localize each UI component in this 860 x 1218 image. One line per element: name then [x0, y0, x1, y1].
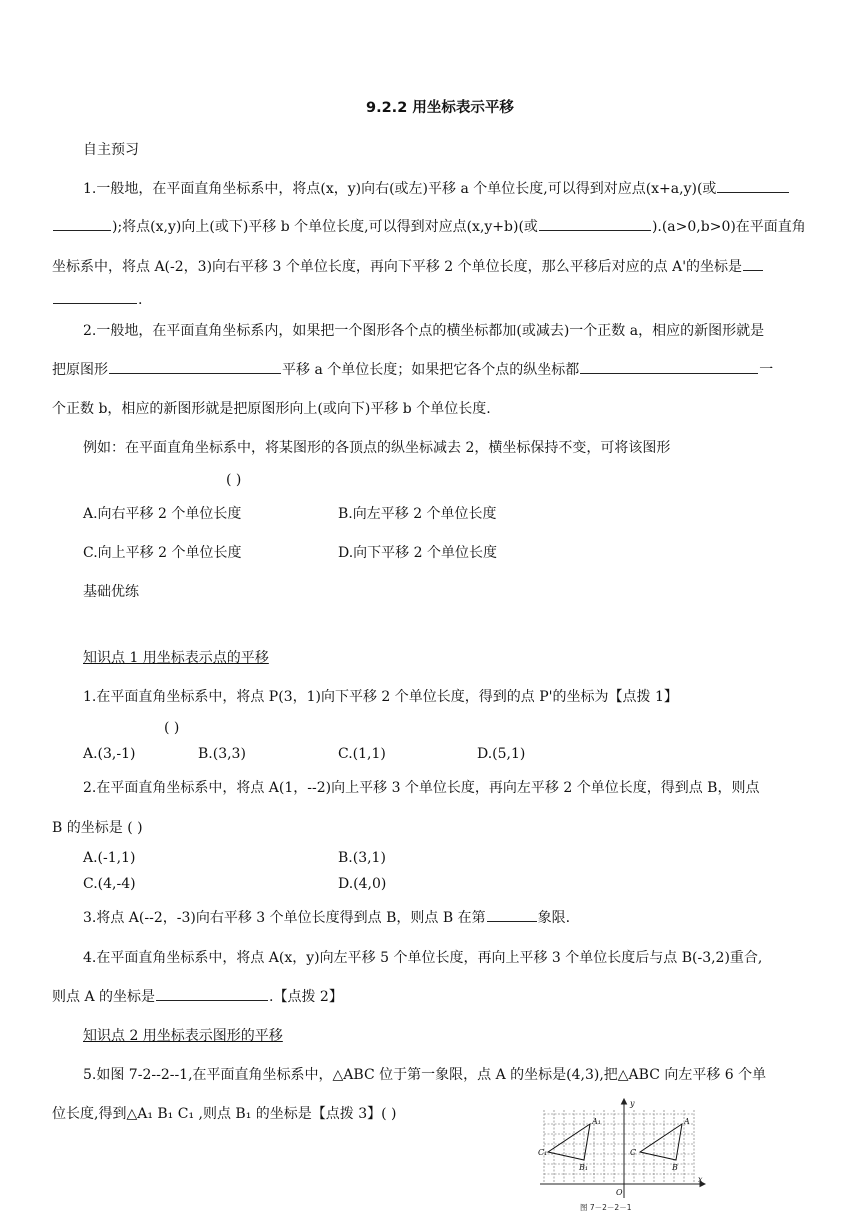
q3-line [83, 907, 570, 927]
answer-blank[interactable] [717, 179, 789, 193]
section-self-preview: 自主预习 [83, 142, 139, 158]
answer-blank[interactable] [53, 217, 111, 231]
q4-line1: 4.在平面直角坐标系中，将点 A(x，y)向左平移 5 个单位长度，再向上平移 3 个单位长度后与点 B(-3,2)重合, [83, 950, 763, 966]
p1-line1-text: 1.一般地，在平面直角坐标系中，将点(x，y)向右(或左)平移 a 个单位长度,可以得到对应点(x+a,y)(或 [83, 181, 717, 197]
p2-line3: 个正数 b，相应的新图形就是把原图形向上(或向下)平移 b 个单位长度. [52, 401, 491, 417]
section-basic-practice: 基础优练 [83, 584, 139, 600]
p1-line2 [52, 216, 806, 236]
q1-option-b[interactable]: B.(3,3) [198, 746, 246, 762]
p1-line4 [52, 290, 142, 308]
q3-text-b: 象限. [537, 910, 571, 926]
p2-line2-text-a: 把原图形 [52, 362, 108, 378]
figure-7-2-2-1 [536, 1098, 706, 1214]
label-b1: B₁ [579, 1163, 589, 1172]
q2-option-b[interactable]: B.(3,1) [338, 850, 386, 866]
p1-line4-text: . [138, 292, 143, 308]
p1-line2-text-b: ).(a>0,b>0)在平面直角 [651, 219, 806, 235]
triangle-abc [640, 1124, 682, 1160]
answer-blank[interactable] [580, 360, 758, 374]
example-option-b[interactable]: B.向左平移 2 个单位长度 [338, 506, 497, 522]
example-text: 例如：在平面直角坐标系中，将某图形的各顶点的纵坐标减去 2，横坐标保持不变，可将该图形 [83, 440, 671, 456]
p1-line1 [83, 178, 790, 198]
q4-text-a: 则点 A 的坐标是 [52, 989, 156, 1005]
q3-text-a: 3.将点 A(--2，-3)向右平移 3 个单位长度得到点 B，则点 B 在第 [83, 910, 486, 926]
y-axis-label: y [630, 1099, 635, 1108]
label-c: C [630, 1148, 637, 1157]
example-option-d[interactable]: D.向下平移 2 个单位长度 [338, 545, 497, 561]
answer-blank[interactable] [539, 217, 651, 231]
q5-line2: 位长度,得到△A₁ B₁ C₁ ,则点 B₁ 的坐标是【点拨 3】( ) [52, 1106, 397, 1122]
p1-line3 [52, 256, 764, 276]
figure-caption: 图 7－2－2－1 [580, 1203, 632, 1212]
q1-answer-paren[interactable]: ( ) [164, 720, 180, 736]
q2-option-c[interactable]: C.(4,-4) [83, 876, 136, 892]
q1-option-c[interactable]: C.(1,1) [338, 746, 386, 762]
label-b: B [672, 1163, 678, 1172]
p1-line2-text-a: );将点(x,y)向上(或下)平移 b 个单位长度,可以得到对应点(x,y+b)(或 [112, 219, 538, 235]
page-title: 9.2.2 用坐标表示平移 [366, 100, 514, 116]
label-c1: C₁ [538, 1148, 548, 1157]
knowledge-point-2: 知识点 2 用坐标表示图形的平移 [83, 1028, 283, 1044]
p2-line1: 2.一般地，在平面直角坐标系内，如果把一个图形各个点的横坐标都加(或减去)一个正数 a，相应的新图形就是 [83, 323, 765, 339]
q4-text-b: .【点拨 2】 [269, 989, 343, 1005]
p2-line2-text-b: 平移 a 个单位长度；如果把它各个点的纵坐标都 [282, 362, 580, 378]
example-answer-paren[interactable]: ( ) [226, 472, 242, 488]
grid-lines [544, 1110, 694, 1184]
q4-line2 [52, 986, 343, 1006]
q1-text: 1.在平面直角坐标系中，将点 P(3，1)向下平移 2 个单位长度，得到的点 P'的坐标为【点拨 1】 [83, 689, 678, 705]
q2-option-a[interactable]: A.(-1,1) [83, 850, 136, 866]
example-option-c[interactable]: C.向上平移 2 个单位长度 [83, 545, 242, 561]
answer-blank[interactable] [53, 290, 137, 304]
origin-label: O [616, 1188, 623, 1197]
p1-line3-text: 坐标系中，将点 A(-2，3)向右平移 3 个单位长度，再向下平移 2 个单位长度，那么平移后对应的点 A'的坐标是 [52, 259, 743, 275]
p2-line2-text-c: 一 [759, 362, 774, 378]
q2-line1: 2.在平面直角坐标系中，将点 A(1，--2)向上平移 3 个单位长度，再向左平移 2 个单位长度，得到点 B，则点 [83, 780, 760, 796]
p2-line2 [52, 359, 773, 379]
q5-line1: 5.如图 7-2--2--1,在平面直角坐标系中，△ABC 位于第一象限，点 A 的坐标是(4,3),把△ABC 向左平移 6 个单 [83, 1067, 767, 1083]
knowledge-point-1: 知识点 1 用坐标表示点的平移 [83, 650, 269, 666]
q2-line2: B 的坐标是 ( ) [52, 820, 143, 836]
example-option-a[interactable]: A.向右平移 2 个单位长度 [83, 506, 242, 522]
coordinate-grid-figure [536, 1098, 706, 1214]
x-axis-label: x [698, 1175, 703, 1184]
q1-option-a[interactable]: A.(3,-1) [83, 746, 136, 762]
q2-option-d[interactable]: D.(4,0) [338, 876, 387, 892]
q1-option-d[interactable]: D.(5,1) [477, 746, 526, 762]
answer-blank[interactable] [109, 360, 281, 374]
label-a: A [684, 1117, 690, 1126]
answer-blank[interactable] [156, 987, 268, 1001]
answer-blank[interactable] [487, 908, 537, 922]
label-a1: A₁ [592, 1117, 601, 1126]
answer-blank[interactable] [743, 257, 763, 271]
